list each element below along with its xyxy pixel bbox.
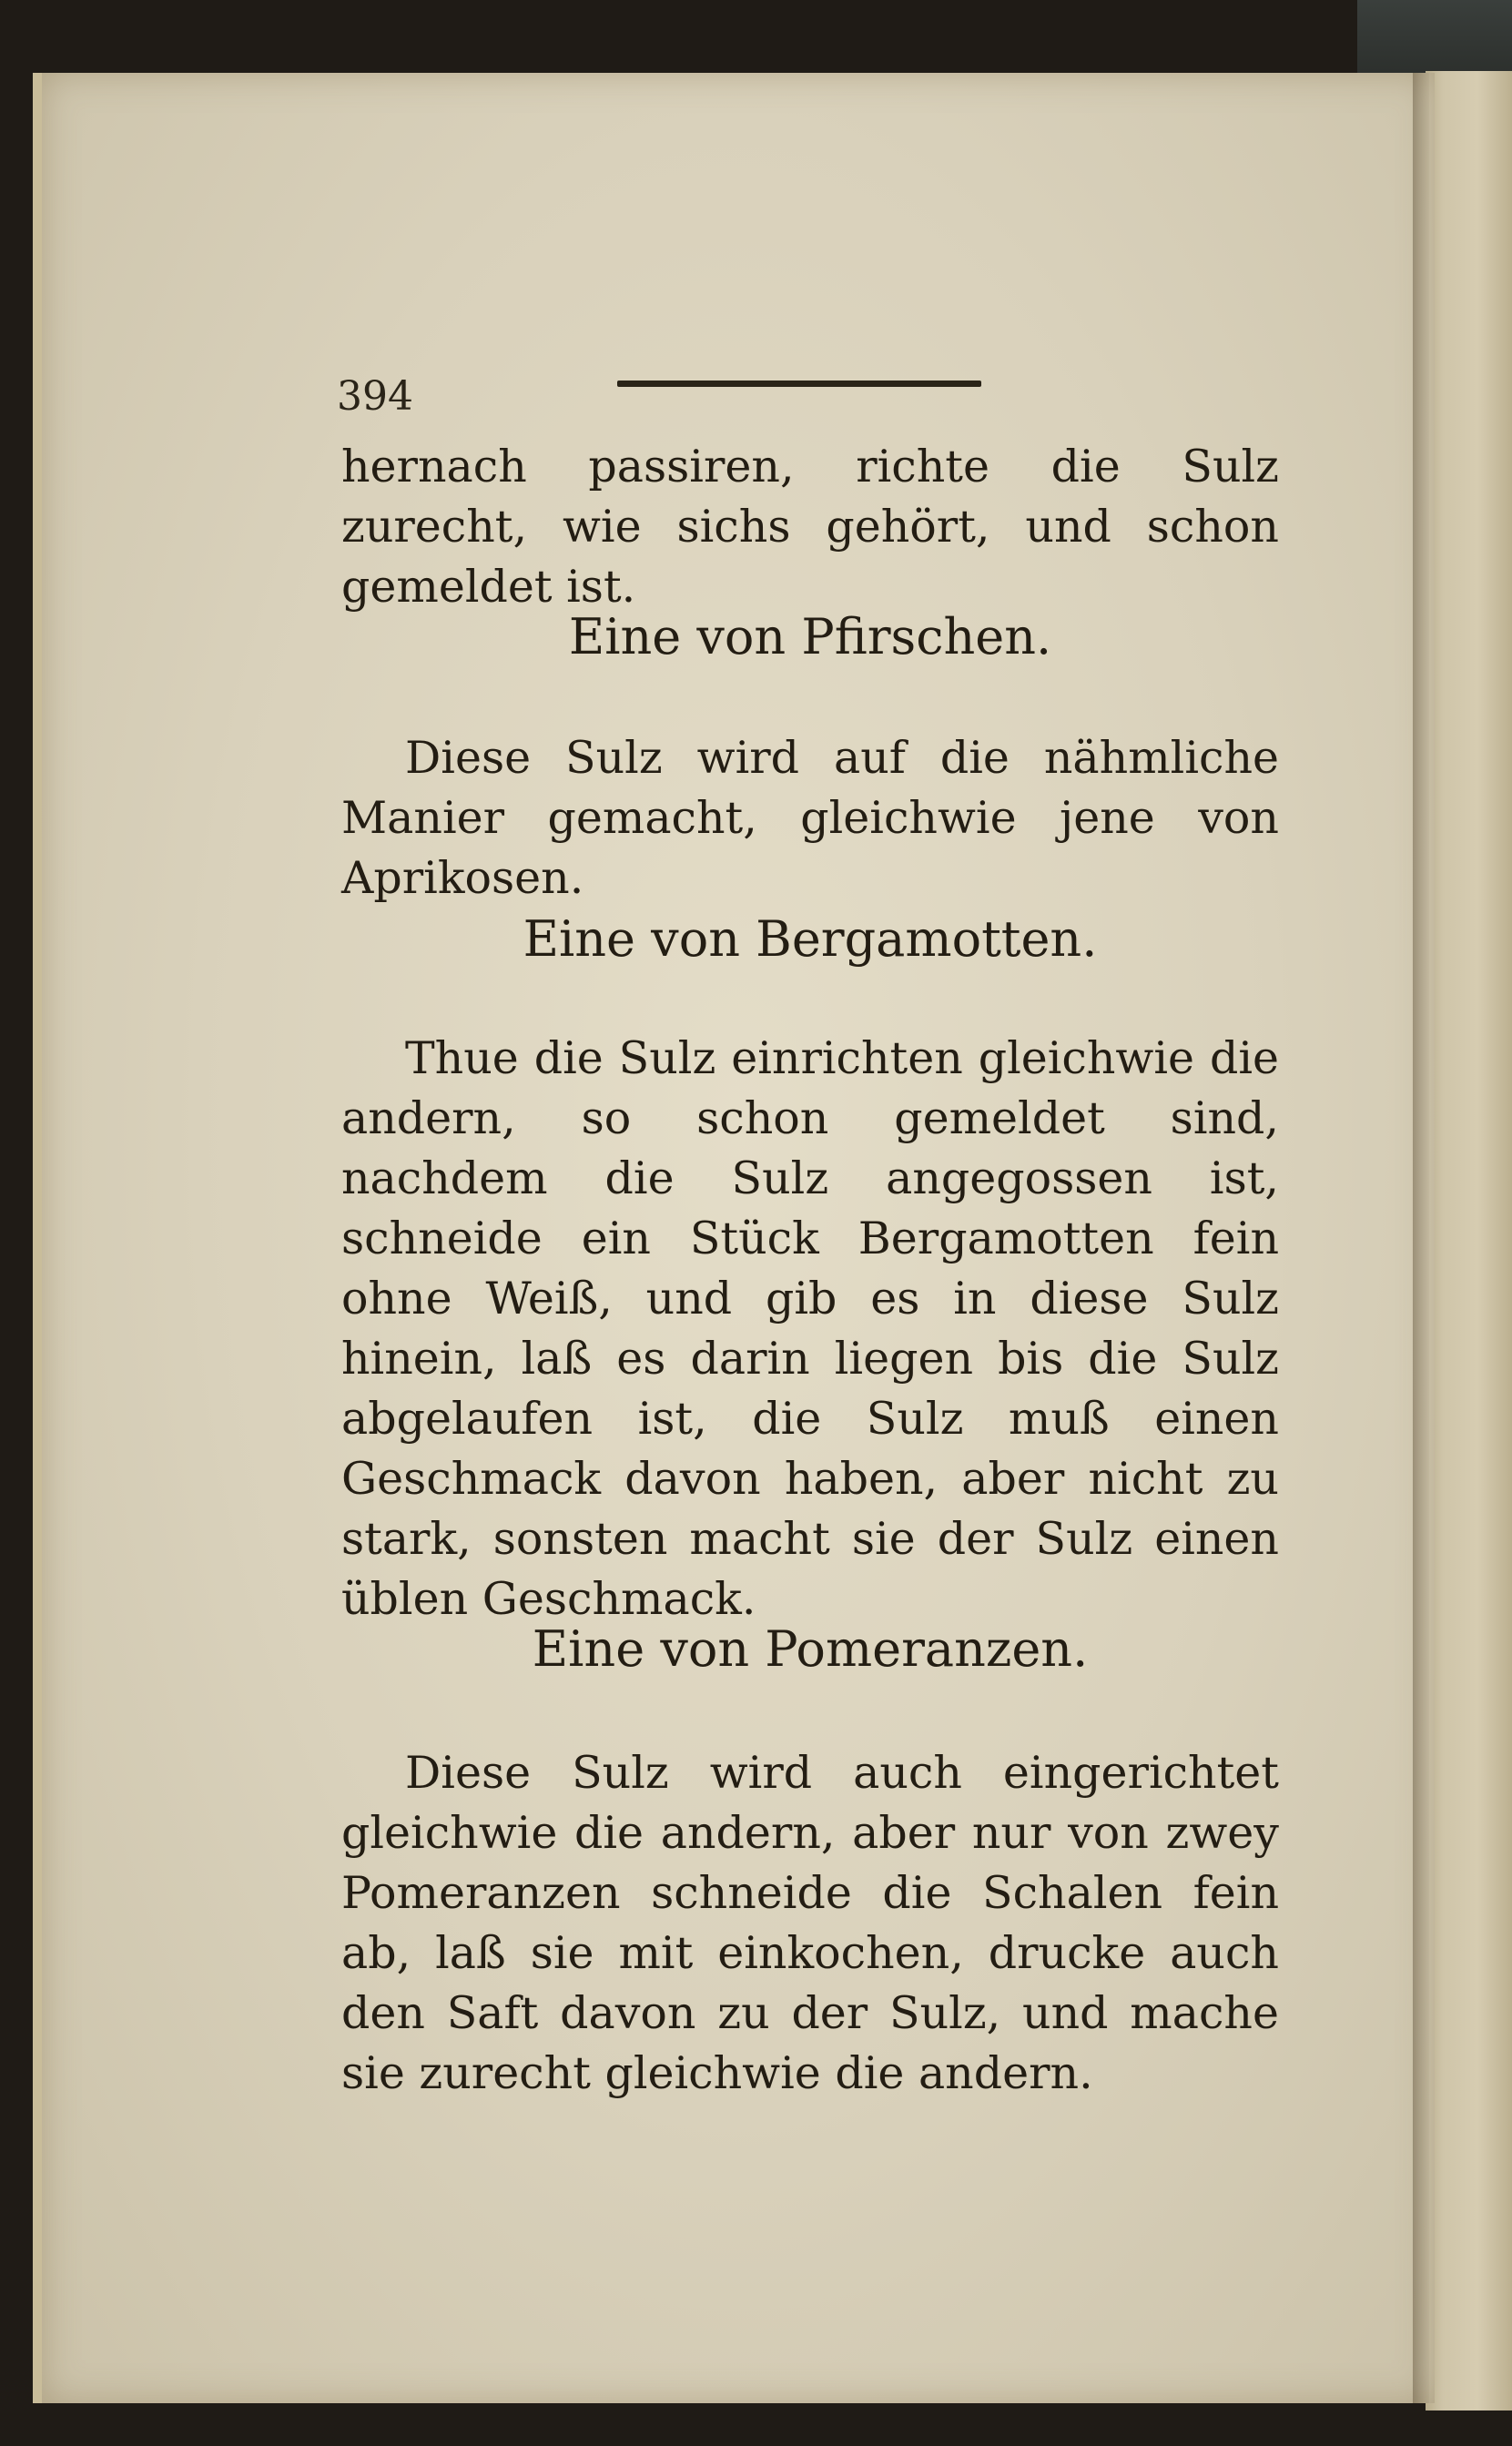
book-gutter: [1413, 73, 1429, 2403]
header-rule: [617, 381, 981, 387]
continuation-paragraph: hernach passiren, richte die Sulz zurecht, wie sichs gehört, und schon gemeldet ist.: [341, 441, 1279, 613]
page-number: 394: [337, 373, 413, 420]
section-body-pomeranzen: Diese Sulz wird auch eingerichtet gleichwie die andern, aber nur von zwey Pomeranzen schneide die Schalen fein ab, laß sie mit einkochen, drucke auch den Saft davon zu der Sulz, und mache sie zurecht gleichwie die andern.: [341, 1747, 1279, 2099]
section-heading-bergamotten: Eine von Bergamotten.: [523, 910, 1098, 968]
section-heading-pfirschen: Eine von Pfirschen.: [568, 608, 1052, 665]
next-page-edge: [1426, 71, 1512, 2410]
section-body-pfirschen: Diese Sulz wird auf die nähmliche Manier gemacht, gleichwie jene von Aprikosen.: [341, 732, 1279, 904]
scan-background-corner: [1357, 0, 1512, 82]
section-body-bergamotten: Thue die Sulz einrichten gleichwie die andern, so schon gemeldet sind, nachdem die Sulz angegossen ist, schneide ein Stück Bergamotten fein ohne Weiß, und gib es in diese Sulz hinein, laß es darin liegen bis die Sulz abgelaufen ist, die Sulz muß einen Geschmack davon haben, aber nicht zu stark, sonsten macht sie der Sulz einen üblen Geschmack.: [341, 1032, 1279, 1625]
section-heading-pomeranzen: Eine von Pomeranzen.: [532, 1620, 1089, 1678]
page-header: [337, 373, 1293, 428]
